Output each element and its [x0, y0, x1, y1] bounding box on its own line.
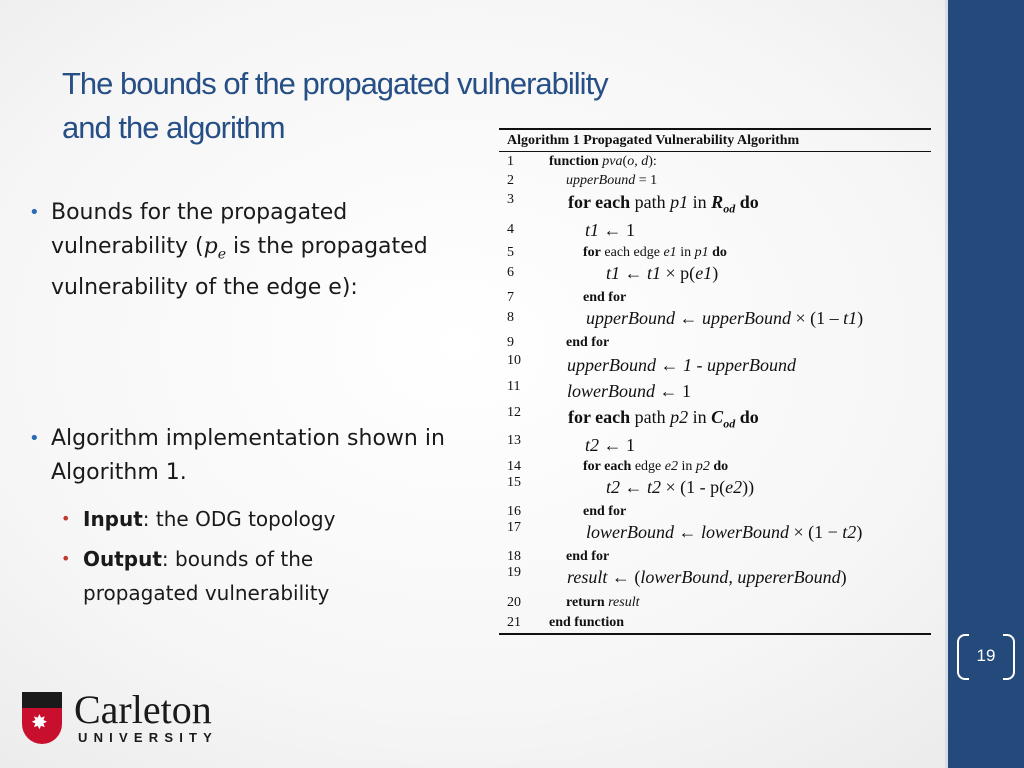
line-number: 9 [507, 335, 514, 350]
algorithm-line [499, 594, 931, 614]
line-code: return result [566, 595, 640, 610]
output-label: Output [83, 547, 162, 571]
line-code: end for [566, 549, 610, 564]
pe-symbol-base: p [203, 234, 218, 259]
line-number: 8 [507, 310, 514, 325]
algorithm-line [499, 406, 931, 434]
line-number: 21 [507, 615, 521, 630]
line-number: 16 [507, 504, 521, 519]
line-code: end for [566, 335, 610, 350]
line-code: upperBound ← upperBound × (1 – t1) [586, 308, 864, 328]
algorithm-line [499, 219, 931, 244]
algorithm-line [499, 566, 931, 594]
bullet-dot-icon: • [29, 202, 40, 223]
page-number-text: 19 [976, 646, 996, 665]
algorithm-line [499, 458, 931, 476]
algorithm-line [499, 244, 931, 262]
algorithm-line [499, 334, 931, 354]
line-code: upperBound ← 1 - upperBound [567, 355, 796, 375]
algorithm-line [499, 614, 931, 635]
line-number: 13 [507, 433, 521, 448]
line-number: 18 [507, 549, 521, 564]
algorithm-line [499, 521, 931, 548]
algorithm-line [499, 354, 931, 380]
line-number: 19 [507, 565, 521, 580]
algorithm-box [499, 128, 931, 635]
bullet-algorithm [29, 422, 451, 490]
line-code: result ← (lowerBound, uppererBound) [567, 567, 847, 587]
line-number: 15 [507, 475, 521, 490]
line-code: lowerBound ← lowerBound × (1 − t2) [586, 522, 863, 542]
line-number: 6 [507, 265, 514, 280]
line-code: function pva(o, d): [549, 154, 657, 169]
line-number: 10 [507, 353, 521, 368]
algorithm-line [499, 262, 931, 289]
line-number: 12 [507, 405, 521, 420]
line-number: 7 [507, 290, 514, 305]
sub-bullet-dot-icon: • [61, 509, 71, 528]
line-number: 3 [507, 192, 514, 207]
logo-name: Carleton [74, 687, 212, 732]
line-code: for each edge e2 in p2 do [583, 459, 729, 474]
maple-leaf-icon: ✸ [31, 712, 48, 734]
algorithm-line [499, 171, 931, 191]
line-code: for each edge e1 in p1 do [583, 245, 727, 260]
bullet-algorithm-text: Algorithm implementation shown in Algorithm 1. [51, 426, 445, 485]
pe-symbol [203, 234, 226, 263]
sub-bullet-output [61, 542, 423, 610]
line-code: t1 ← 1 [585, 220, 636, 240]
output-text: : bounds of the propagated vulnerability [83, 547, 330, 605]
bullet-bounds-text-after: is the propagated vulnerability of the edge e): [51, 234, 428, 301]
logo-subtitle: UNIVERSITY [78, 730, 219, 745]
line-number: 4 [507, 222, 514, 237]
line-number: 5 [507, 245, 514, 260]
algorithm-line [499, 152, 931, 171]
algorithm-line [499, 289, 931, 307]
algorithm-line [499, 307, 931, 334]
line-code: t2 ← t2 × (1 - p(e2)) [606, 477, 755, 497]
algorithm-line [499, 548, 931, 566]
line-code: t1 ← t1 × p(e1) [606, 263, 719, 283]
line-number: 2 [507, 173, 514, 188]
line-code: for each path p1 in $R_{od}$ do [568, 192, 759, 216]
line-number: 14 [507, 459, 521, 474]
line-code: t2 ← 1 [585, 435, 636, 455]
algorithm-line [499, 191, 931, 219]
line-code: end function [549, 615, 625, 630]
line-code: end for [583, 290, 627, 305]
algorithm-line [499, 434, 931, 458]
line-number: 20 [507, 595, 521, 610]
carleton-logo [22, 687, 240, 748]
line-number: 1 [507, 154, 514, 169]
bullet-bounds-text-before: Bounds for the propagated vulnerability ( [51, 200, 348, 259]
input-label: Input [83, 507, 143, 531]
sub-bullet-dot-icon: • [61, 549, 71, 568]
bullet-bounds [29, 196, 461, 305]
shield-icon [22, 692, 62, 744]
algorithm-line [499, 380, 931, 406]
algorithm-header: Algorithm 1 Propagated Vulnerability Algorithm [499, 128, 931, 152]
line-code: end for [583, 504, 627, 519]
line-number: 17 [507, 520, 521, 535]
line-number: 11 [507, 379, 521, 394]
pe-symbol-subscript: e [217, 246, 226, 263]
slide-title-line1: The bounds of the propagated vulnerability [62, 66, 608, 101]
line-code: upperBound = 1 [566, 173, 658, 188]
algorithm-line [499, 476, 931, 503]
page-number [955, 632, 1017, 680]
sub-bullet-input [61, 502, 423, 536]
bullet-dot-icon: • [29, 428, 40, 449]
line-code: lowerBound ← 1 [567, 381, 691, 401]
algorithm-line [499, 503, 931, 521]
slide-title-line2: and the algorithm [62, 110, 285, 145]
line-code: for each path p2 in $C_{od}$ do [568, 407, 759, 431]
input-text: : the ODG topology [142, 507, 336, 531]
